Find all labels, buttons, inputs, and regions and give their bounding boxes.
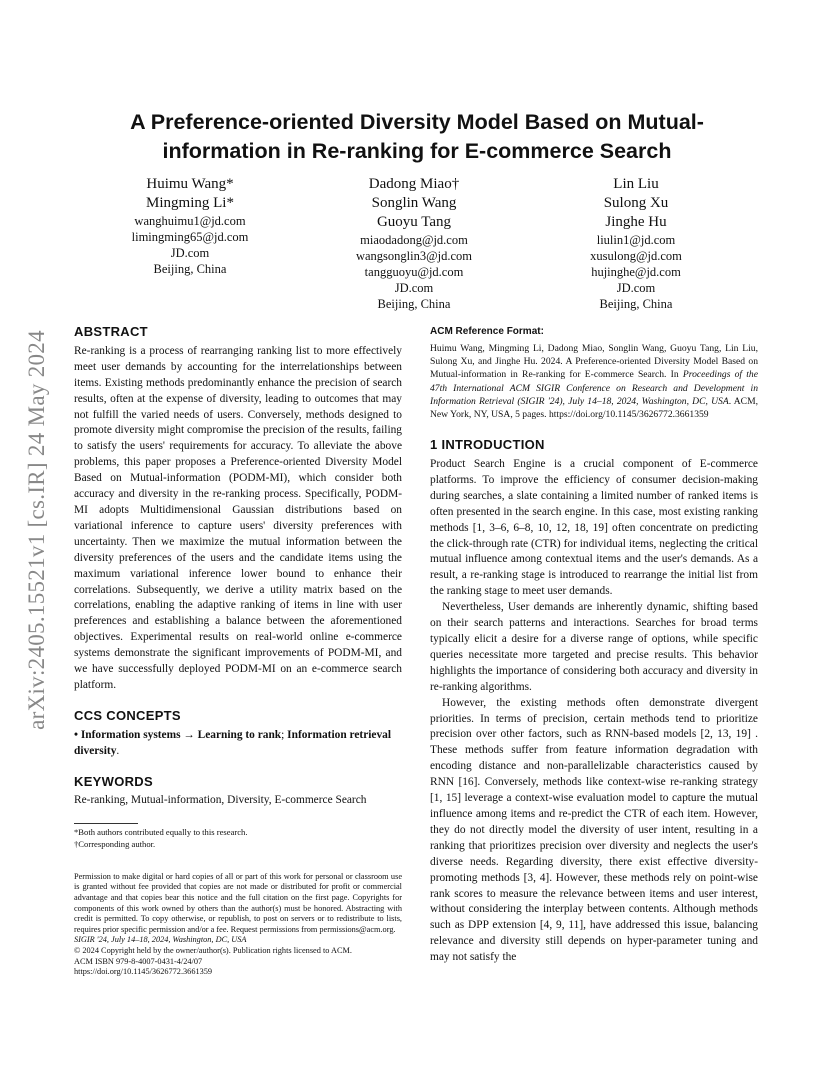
author-affiliation: JD.com — [394, 281, 434, 295]
ccs-part1: Information systems → Learning to rank — [80, 728, 282, 741]
author-email: wangsonglin3@jd.com — [355, 249, 472, 263]
ccs-separator: ; — [281, 728, 288, 741]
ccs-bullet: • — [74, 728, 78, 741]
acm-ref-text — [430, 342, 758, 421]
author-affiliation: JD.com — [616, 281, 656, 295]
author-email: liulin1@jd.com — [596, 233, 676, 247]
footnote-rule — [74, 823, 138, 824]
author-name: Sulong Xu — [603, 195, 669, 211]
paper-title: A Preference-oriented Diversity Model Based on Mutual-information in Re-ranking for E-commerce Search — [130, 110, 704, 163]
arxiv-stamp — [22, 270, 52, 790]
intro-heading: 1 INTRODUCTION — [430, 437, 545, 453]
permission-text: Permission to make digital or hard copies of all or part of this work for personal or classroom use is granted without fee provided that copies are not made or distributed for profit or commercial advantage and that copies bear this notice and the full citation on the first page. Copyrights for components of this work owned by others than the author(s) must be honored. Abstracting with credit is permitted. To copy otherwise, or republish, to post on servers or to redistribute to lists, requires prior specific permission and/or a fee. Request permissions from permissions@acm.org. — [74, 871, 402, 934]
doi-line: https://doi.org/10.1145/3626772.3661359 — [74, 967, 213, 977]
venue-line: SIGIR '24, July 14–18, 2024, Washington, DC, USA — [74, 935, 247, 945]
left-column — [74, 324, 402, 978]
author-email: wanghuimu1@jd.com — [134, 214, 246, 228]
author-name: Guoyu Tang — [376, 214, 452, 230]
ccs-heading: CCS CONCEPTS — [74, 707, 181, 723]
intro-paragraph: However, the existing methods often demonstrate divergent priorities. In terms of precision, certain methods tend to prioritize precision over other factors, such as RNN-based models [2, 13, 19] . These methods suffer from feature information degradation with encoding distance and non-parallelizable characteristics caused by RNN [16]. Conversely, methods like context-wise re-ranking strategy [1, 15] leverage a context-wise evaluation model to capture the mutual influence among items and re-predict the CTR of each item. However, they do not directly model the diversity of user intent, resulting in a ranking that prioritizes precision over diversity and neglects the user's diverse needs. Regarding diversity, there exist effective diversity-promoting methods [3, 4]. However, these methods rely on point-wise rank scores to measure the relevance between items and user interest, without considering the interplay between contents. Although methods such as DPP extension [4, 9, 11], have addressed this issue, balancing relevance and diversity still depends on hyper-parameter tuning and may not satisfy the — [430, 696, 758, 964]
abstract-heading: ABSTRACT — [74, 324, 148, 339]
author-location: Beijing, China — [377, 297, 451, 311]
author-block-3 — [526, 175, 746, 312]
author-location: Beijing, China — [599, 297, 673, 311]
ccs-part2: Information retrieval diversity — [74, 728, 392, 757]
author-name: Jinghe Hu — [605, 214, 667, 230]
author-email: tangguoyu@jd.com — [364, 265, 464, 279]
right-column — [430, 324, 758, 966]
author-name: Lin Liu — [613, 176, 659, 192]
author-email: xusulong@jd.com — [590, 249, 682, 263]
footnote-corresponding: †Corresponding author. — [74, 838, 156, 849]
author-name: Huimu Wang* — [146, 176, 234, 192]
author-name: Dadong Miao† — [368, 176, 460, 192]
author-email: miaodadong@jd.com — [360, 233, 468, 247]
acm-ref-part2: . ACM, New York, NY, USA, 5 pages. https://doi.org/10.1145/3626772.3661359 — [430, 395, 758, 420]
intro-paragraph: Nevertheless, User demands are inherently dynamic, shifting based on their search patterns and interactions. Searches for broad terms typically elicit a desire for a diverse range of options, while specific queries necessitate more targeted and precise results. This behavior highlights the importance of considering both accuracy and diversity in re-ranking algorithms. — [430, 601, 758, 693]
author-affiliation: JD.com — [170, 246, 210, 260]
author-location: Beijing, China — [153, 262, 227, 276]
intro-paragraph: Product Search Engine is a crucial component of E-commerce platforms. To improve the efficiency of consumer decision-making during searches, a slate containing a limited number of ranked items is often presented in the search engine. In this case, most existing ranking methods [1, 3–6, 6–8, 10, 12, 18, 19] often concentrate on predicting the click-through rate (CTR) for individual items, neglecting the critical mutual influence among contextual items and the user's demands. As a result, a re-ranking stage is introduced to rearrange the initial list from the ranking stage to meet user demands. — [430, 458, 758, 598]
author-block-2 — [304, 175, 524, 312]
acm-ref-heading: ACM Reference Format: — [430, 326, 544, 337]
arxiv-stamp-text: arXiv:2405.15521v1 [cs.IR] 24 May 2024 — [24, 330, 50, 730]
author-email: limingming65@jd.com — [131, 230, 249, 244]
author-email: hujinghe@jd.com — [591, 265, 681, 279]
isbn-line: ACM ISBN 979-8-4007-0431-4/24/07 — [74, 956, 203, 966]
ccs-end: . — [116, 744, 120, 757]
keywords-heading: KEYWORDS — [74, 773, 153, 789]
footnote-equal: *Both authors contributed equally to this research. — [74, 827, 248, 838]
ccs-concepts — [74, 728, 402, 760]
acm-ref-part1: Huimu Wang, Mingming Li, Dadong Miao, Songlin Wang, Guoyu Tang, Lin Liu, Sulong Xu, and Jinghe Hu. 2024. A Preference-oriented Diversity Model Based on Mutual-information in Re-ranking for E-commerce Search. In — [430, 342, 758, 381]
keywords-text: Re-ranking, Mutual-information, Diversity, E-commerce Search — [74, 794, 367, 807]
abstract-text: Re-ranking is a process of rearranging ranking list to more effectively meet user demands by accounting for the interrelationships between items. Existing methods predominantly enhance the precision of search results, often at the expense of diversity, leading to outcomes that may not fulfill the varied needs of users. Conversely, methods designed to promote diversity might compromise the precision of the results, failing to satisfy the users' requirements for accuracy. To alleviate the above problems, this paper proposes a Preference-oriented Diversity Model Based on Mutual-information (PODM-MI), which consider both accuracy and diversity in the re-ranking process. Specifically, PODM-MI adopts Multidimensional Gaussian distributions based on variational inference to capture users' diversity preferences with uncertainty. Then we maximize the mutual information between the diversity preferences of the users and the candidate items using the maximum variational inference lower bound to enhance their correlations. Subsequently, we derive a utility matrix based on the correlations, enabling the adaptive ranking of items in line with user preferences and establishing a balance between the aforementioned objectives. Experimental results on real-world online e-commerce systems demonstrate the significant improvements of PODM-MI, and we have successfully deployed PODM-MI on an e-commerce search platform. — [74, 344, 402, 691]
author-name: Mingming Li* — [146, 195, 234, 211]
author-name: Songlin Wang — [371, 195, 457, 211]
acm-ref-proceedings: Proceedings of the 47th International ACM SIGIR Conference on Research and Development in Information Retrieval (SIGIR '24), July 14–18, 2024, Washington, DC, USA — [430, 369, 758, 407]
author-block-1 — [80, 175, 300, 277]
copyright-line: © 2024 Copyright held by the owner/author(s). Publication rights licensed to ACM. — [74, 945, 352, 955]
permission-block — [74, 872, 402, 978]
